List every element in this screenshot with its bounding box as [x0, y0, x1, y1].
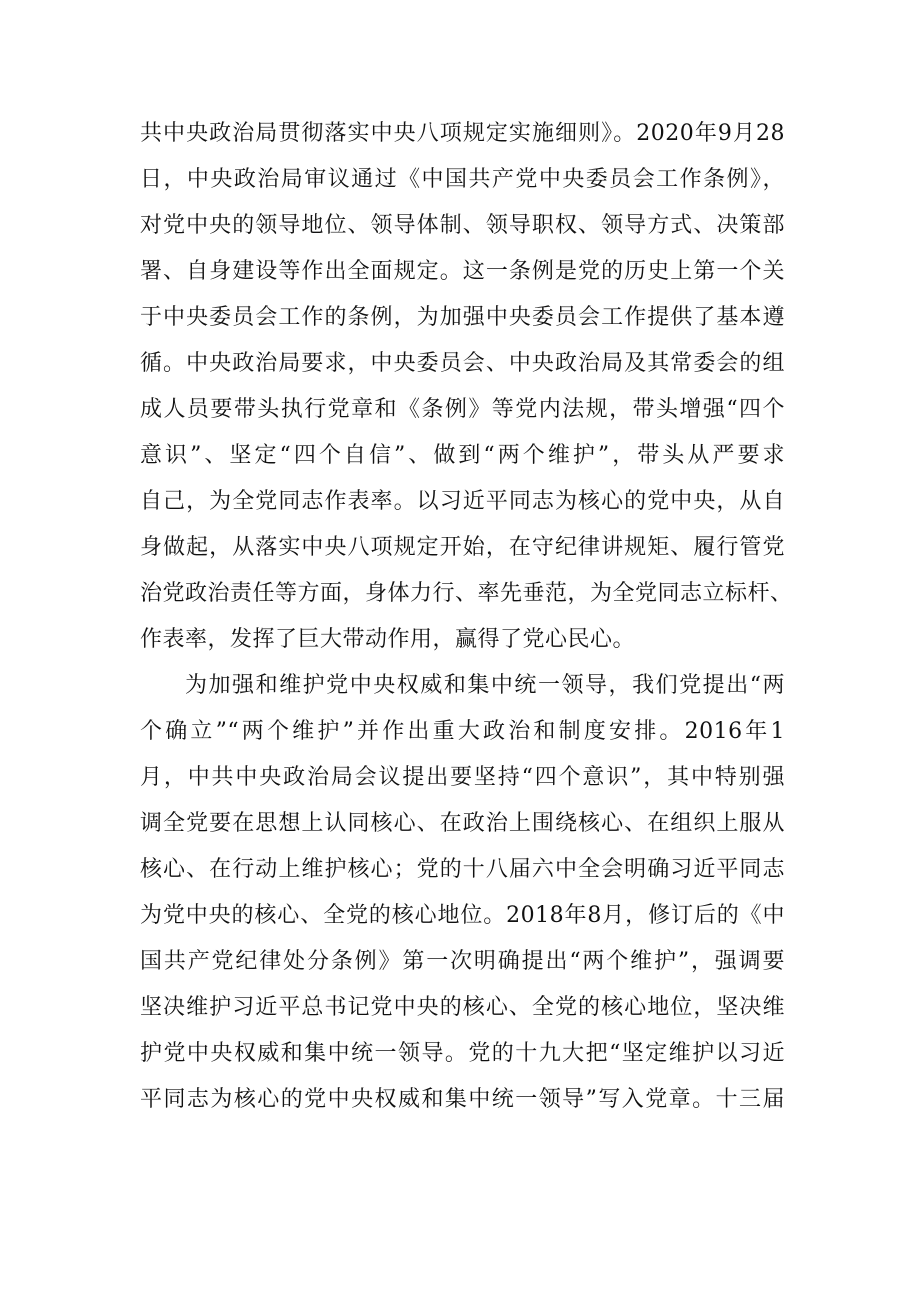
text-line: 对党中央的领导地位、领导体制、领导职权、领导方式、决策部: [140, 213, 785, 238]
text-line: 自己，为全党同志作表率。以习近平同志为核心的党中央，从自: [140, 489, 785, 514]
text-line: 署、自身建设等作出全面规定。这一条例是党的历史上第一个关: [140, 259, 785, 284]
text-line: 护党中央权威和集中统一领导。党的十九大把“坚定维护以习近: [140, 1041, 785, 1066]
text-line: 循。中央政治局要求，中央委员会、中央政治局及其常委会的组: [140, 351, 785, 376]
text-line: 调全党要在思想上认同核心、在政治上围绕核心、在组织上服从: [140, 811, 785, 836]
text-line: 国共产党纪律处分条例》第一次明确提出“两个维护”，强调要: [140, 949, 785, 974]
text-line: 作表率，发挥了巨大带动作用，赢得了党心民心。: [140, 627, 636, 652]
text-line: 平同志为核心的党中央权威和集中统一领导”写入党章。十三届: [140, 1087, 785, 1112]
text-line: 月，中共中央政治局会议提出要坚持“四个意识”，其中特别强: [140, 765, 785, 790]
text-line: 成人员要带头执行党章和《条例》等党内法规，带头增强“四个: [140, 397, 785, 422]
text-line: 日，中央政治局审议通过《中国共产党中央委员会工作条例》，: [140, 167, 785, 192]
text-line: 为党中央的核心、全党的核心地位。2018年8月，修订后的《中: [140, 903, 785, 928]
text-line: 意识”、坚定“四个自信”、做到“两个维护”，带头从严要求: [140, 443, 785, 468]
text-line: 个确立”“两个维护”并作出重大政治和制度安排。2016年1: [140, 719, 785, 744]
text-line: 于中央委员会工作的条例，为加强中央委员会工作提供了基本遵: [140, 305, 785, 330]
text-line: 坚决维护习近平总书记党中央的核心、全党的核心地位，坚决维: [140, 995, 785, 1020]
text-line: 核心、在行动上维护核心；党的十八届六中全会明确习近平同志: [140, 857, 785, 882]
text-line: 治党政治责任等方面，身体力行、率先垂范，为全党同志立标杆、: [140, 581, 793, 606]
paragraph-first-line: 为加强和维护党中央权威和集中统一领导，我们党提出“两: [185, 673, 785, 698]
text-line: 身做起，从落实中央八项规定开始，在守纪律讲规矩、履行管党: [140, 535, 785, 560]
text-line: 共中央政治局贯彻落实中央八项规定实施细则》。2020年9月28: [140, 121, 785, 146]
